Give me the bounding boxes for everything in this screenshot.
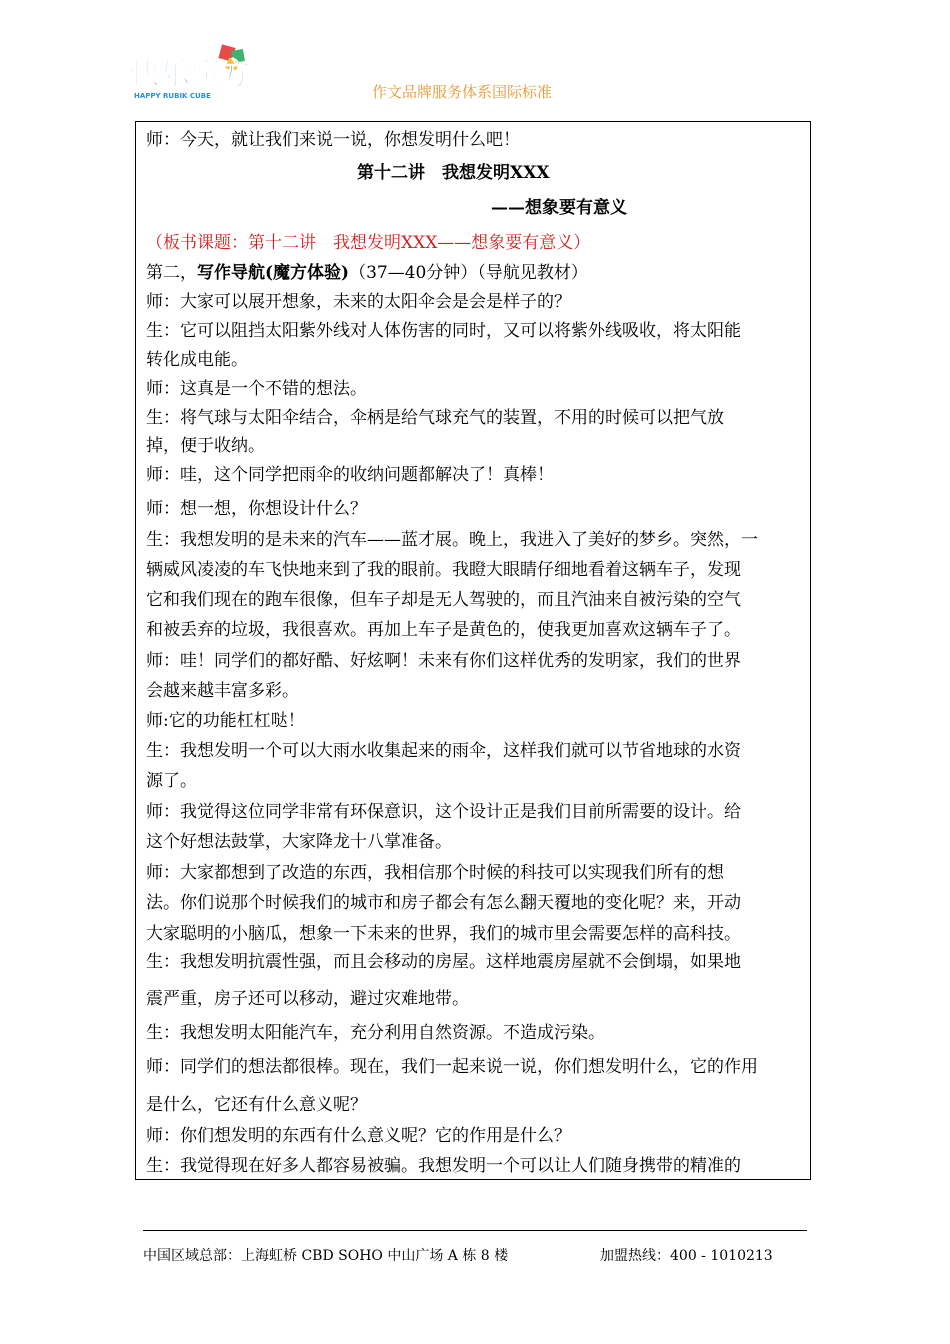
dialogue-line: 生：它可以阻挡太阳紫外线对人体伤害的同时，又可以将紫外线吸收，将太阳能 bbox=[146, 321, 741, 341]
franchise-hotline: 加盟热线：400 - 1010213 bbox=[600, 1248, 773, 1264]
footer-divider bbox=[143, 1230, 807, 1231]
brand-logo bbox=[128, 42, 258, 106]
dialogue-line: 生：将气球与太阳伞结合，伞柄是给气球充气的装置，不用的时候可以把气放 bbox=[146, 408, 724, 428]
dialogue-line: 源了。 bbox=[146, 771, 197, 791]
page-header bbox=[0, 0, 950, 110]
logo-text: 快乐魔方 bbox=[130, 57, 250, 92]
dialogue-line: 师：今天，就让我们来说一说，你想发明什么吧！ bbox=[146, 130, 520, 150]
dialogue-line: 会越来越丰富多彩。 bbox=[146, 681, 299, 701]
dialogue-line: 辆威风凌凌的车飞快地来到了我的眼前。我瞪大眼睛仔细地看着这辆车子，发现 bbox=[146, 560, 741, 580]
lesson-subtitle: ——想象要有意义 bbox=[491, 198, 627, 218]
dialogue-line: 法。你们说那个时候我们的城市和房子都会有怎么翻天覆地的变化呢？来，开动 bbox=[146, 893, 741, 913]
dialogue-line: 生：我想发明抗震性强，而且会移动的房屋。这样地震房屋就不会倒塌，如果地 bbox=[146, 952, 741, 972]
dialogue-line: 生：我觉得现在好多人都容易被骗。我想发明一个可以让人们随身携带的精准的 bbox=[146, 1156, 741, 1176]
board-topic: （板书课题：第十二讲 我想发明XXX——想象要有意义） bbox=[146, 233, 591, 253]
dialogue-line: 师：大家都想到了改造的东西，我相信那个时候的科技可以实现我们所有的想 bbox=[146, 863, 724, 883]
dialogue-line: 师：哇，这个同学把雨伞的收纳问题都解决了！真棒！ bbox=[146, 465, 554, 485]
dialogue-line: 生：我想发明一个可以大雨水收集起来的雨伞，这样我们就可以节省地球的水资 bbox=[146, 741, 741, 761]
lesson-title: 第十二讲 我想发明XXX bbox=[357, 163, 550, 183]
dialogue-line: 是什么，它还有什么意义呢？ bbox=[146, 1095, 367, 1115]
dialogue-line: 师：同学们的想法都很棒。现在，我们一起来说一说，你们想发明什么，它的作用 bbox=[146, 1057, 758, 1077]
section-heading: 第二，写作导航(魔方体验)（37—40分钟）（导航见教材） bbox=[146, 263, 588, 283]
headquarters-address: 中国区域总部：上海虹桥 CBD SOHO 中山广场 A 栋 8 楼 bbox=[143, 1248, 509, 1264]
dialogue-line: 这个好想法鼓掌，大家降龙十八掌准备。 bbox=[146, 832, 452, 852]
dialogue-line: 师:它的功能杠杠哒！ bbox=[146, 711, 305, 731]
dialogue-line: 生：我想发明的是未来的汽车——蓝才展。晚上，我进入了美好的梦乡。突然，一 bbox=[146, 530, 758, 550]
dialogue-line: 转化成电能。 bbox=[146, 350, 248, 370]
lesson-content-box bbox=[135, 121, 811, 485]
dialogue-line: 师：你们想发明的东西有什么意义呢？它的作用是什么？ bbox=[146, 1126, 571, 1146]
dialogue-line: 师：想一想，你想设计什么？ bbox=[146, 499, 367, 519]
dialogue-line: 和被丢弃的垃圾，我很喜欢。再加上车子是黄色的，使我更加喜欢这辆车子了。 bbox=[146, 620, 741, 640]
logo-subtext: HAPPY RUBIK CUBE bbox=[134, 92, 211, 100]
dialogue-line: 它和我们现在的跑车很像，但车子却是无人驾驶的，而且汽油来自被污染的空气 bbox=[146, 590, 741, 610]
brand-slogan: 作文品牌服务体系国际标准 bbox=[372, 83, 553, 101]
dialogue-line: 师：这真是一个不错的想法。 bbox=[146, 379, 367, 399]
dialogue-line: 生：我想发明太阳能汽车，充分利用自然资源。不造成污染。 bbox=[146, 1023, 605, 1043]
dialogue-line: 师：我觉得这位同学非常有环保意识，这个设计正是我们目前所需要的设计。给 bbox=[146, 802, 741, 822]
lesson-content-box-continued bbox=[135, 479, 811, 1180]
dialogue-line: 师：哇！同学们的都好酷、好炫啊！未来有你们这样优秀的发明家，我们的世界 bbox=[146, 651, 741, 671]
dialogue-line: 师：大家可以展开想象，未来的太阳伞会是会是样子的？ bbox=[146, 292, 571, 312]
dialogue-line: 掉，便于收纳。 bbox=[146, 436, 265, 456]
dialogue-line: 震严重，房子还可以移动，避过灾难地带。 bbox=[146, 989, 469, 1009]
dialogue-line: 大家聪明的小脑瓜，想象一下未来的世界，我们的城市里会需要怎样的高科技。 bbox=[146, 924, 741, 944]
